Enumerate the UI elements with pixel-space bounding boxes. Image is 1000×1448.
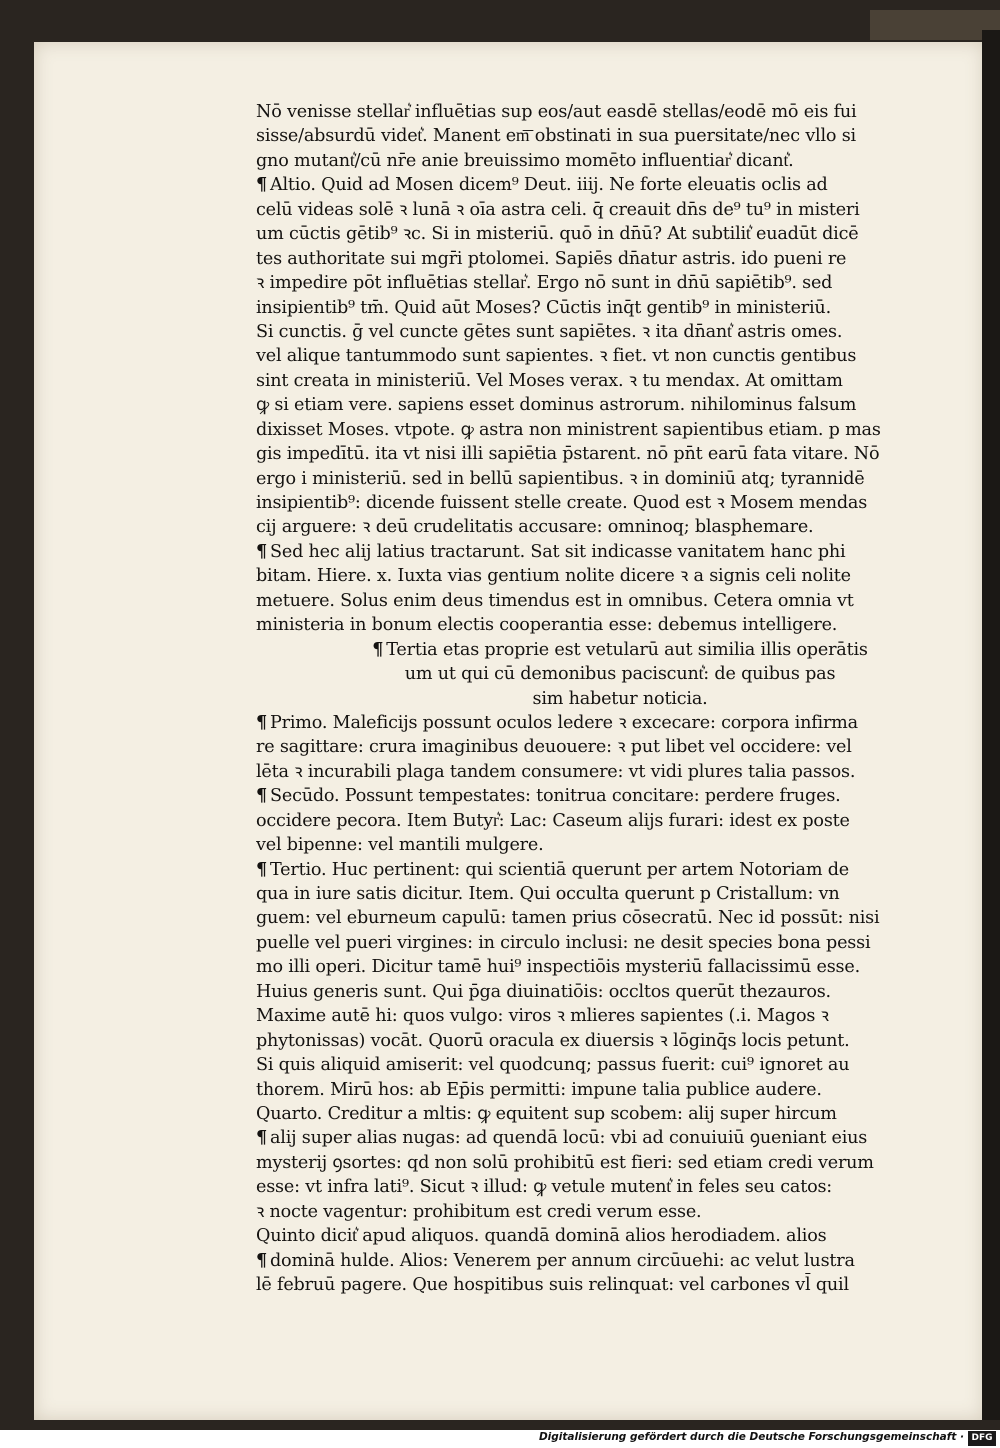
text-line-content: Maxime autē hi: quos vulgo: viros ꝛ mlieres sapientes (.i. Magos ꝛ bbox=[256, 1006, 829, 1027]
text-line-content: occidere pecora. Item Butyr͛: Lac: Caseum alijs furari: idest ex poste bbox=[256, 810, 850, 831]
text-line bbox=[256, 1224, 984, 1248]
text-line-content: tes authoritate sui mgr̄i ptolomei. Sapiēs dn̄atur astris. ido pueni re bbox=[256, 248, 847, 269]
text-line bbox=[256, 613, 984, 637]
text-line bbox=[256, 515, 984, 539]
text-line bbox=[256, 784, 984, 808]
text-line-content: Nō venisse stellar͛ influētias sup eos/aut easdē stellas/eodē mō eis fui bbox=[256, 102, 857, 122]
text-line bbox=[256, 320, 984, 344]
text-line-content: qua in iure satis dicitur. Item. Qui occulta querunt p Cristallum: vn bbox=[256, 884, 840, 904]
text-line-content: mo illi operi. Dicitur tamē hui⁹ inspectiōis mysteriū fallacissimū esse. bbox=[256, 957, 860, 978]
text-line-content: gno mutant͛/cū nr̄e anie breuissimo momēto influentiar͛ dicant͛. bbox=[256, 150, 794, 171]
text-line-content: Altio. Quid ad Mosen dicem⁹ Deut. iiij. Ne forte eleuatis oclis ad bbox=[270, 175, 828, 196]
text-line-content: ministeria in bonum electis cooperantia esse: debemus intelligere. bbox=[256, 615, 838, 636]
text-line-content: thorem. Mirū hos: ab Ep̄is permitti: impune talia publice audere. bbox=[256, 1079, 822, 1100]
footer-credit: Digitalisierung gefördert durch die Deutsche Forschungsgemeinschaft · bbox=[538, 1431, 964, 1443]
text-line bbox=[256, 858, 984, 882]
text-line bbox=[256, 1151, 984, 1175]
text-line-content: lē februū pagere. Que hospitibus suis relinquat: vel carbones vl̄ quil bbox=[256, 1275, 849, 1295]
paragraph-mark: ¶ bbox=[256, 174, 267, 196]
text-line bbox=[256, 418, 984, 442]
text-line-content: mysterij ꝯsortes: qd non solū prohibitū est fieri: sed etiam credi verum bbox=[256, 1152, 874, 1173]
text-line bbox=[256, 198, 984, 222]
binding-edge-top bbox=[870, 10, 1000, 40]
text-line bbox=[256, 931, 984, 955]
text-line bbox=[256, 442, 984, 466]
text-line-content: lēta ꝛ incurabili plaga tandem consumere: vt vidi plures talia passos. bbox=[256, 761, 856, 782]
text-line-content: sisse/absurdū videt͛. Manent em͞ obstinati in sua puersitate/nec vllo si bbox=[256, 126, 856, 147]
text-line bbox=[256, 100, 984, 124]
text-line bbox=[256, 980, 984, 1004]
text-line-content: Tertio. Huc pertinent: qui scientiā querunt per artem Notoriam de bbox=[270, 859, 849, 880]
text-line-content: ꝙ si etiam vere. sapiens esset dominus astrorum. nihilominus falsum bbox=[256, 395, 857, 416]
text-line-content: ꝛ impedire pōt influētias stellar͛. Ergo nō sunt in dn̄ū sapiētib⁹. sed bbox=[256, 273, 833, 294]
text-line-content: Si cunctis. ḡ vel cuncte gētes sunt sapiētes. ꝛ ita dn̄ant͛ astris omes. bbox=[256, 321, 843, 342]
text-line-content: dominā hulde. Alios: Venerem per annum circūuehi: ac velut lustra bbox=[270, 1250, 855, 1271]
text-line-content: vel bipenne: vel mantili mulgere. bbox=[256, 835, 544, 856]
text-line-content: um cūctis gētib⁹ ꝛc. Si in misteriū. quō in dn̄ū? At subtilit͛ euadūt dicē bbox=[256, 224, 859, 245]
text-line-content: insipientib⁹ tm̄. Quid aūt Moses? Cūctis inq̄t gentib⁹ in ministeriū. bbox=[256, 297, 831, 318]
text-line-content: gis impedītū. ita vt nisi illi sapiētia p̄starent. nō pn̄t earū fata vitare. Nō bbox=[256, 444, 880, 465]
paragraph-mark: ¶ bbox=[256, 1127, 267, 1149]
text-line-content: Tertia etas proprie est vetularū aut similia illis operātis bbox=[386, 639, 868, 660]
text-line-content: Primo. Maleficijs possunt oculos ledere ꝛ excecare: corpora infirma bbox=[270, 712, 858, 733]
text-line bbox=[256, 1029, 984, 1053]
text-line-content: celū videas solē ꝛ lunā ꝛ oīa astra celi. q̄ creauit dn̄s de⁹ tu⁹ in misteri bbox=[256, 199, 860, 220]
footer-bar bbox=[0, 1430, 1000, 1448]
text-line bbox=[256, 564, 984, 588]
text-line-content: dixisset Moses. vtpote. ꝙ astra non ministrent sapientibus etiam. p mas bbox=[256, 419, 881, 440]
text-line bbox=[256, 467, 984, 491]
text-line bbox=[256, 393, 984, 417]
text-line-content: ꝛ nocte vagentur: prohibitum est credi verum esse. bbox=[256, 1201, 702, 1222]
text-line-content: Huius generis sunt. Qui p̄ga diuinatiōis: occltos querūt thezauros. bbox=[256, 981, 831, 1002]
text-line bbox=[256, 247, 984, 271]
text-line bbox=[256, 1249, 984, 1273]
paragraph-mark: ¶ bbox=[256, 711, 267, 733]
text-line bbox=[256, 1273, 984, 1297]
text-line-content: Quinto dicit͛ apud aliquos. quandā dominā alios herodiadem. alios bbox=[256, 1226, 827, 1247]
text-line bbox=[256, 687, 984, 711]
text-line bbox=[256, 344, 984, 368]
text-line bbox=[256, 662, 984, 686]
text-line bbox=[256, 222, 984, 246]
text-line bbox=[256, 589, 984, 613]
text-line-content: esse: vt infra lati⁹. Sicut ꝛ illud: ꝙ vetule mutent͛ in feles seu catos: bbox=[256, 1177, 833, 1198]
text-line bbox=[256, 955, 984, 979]
text-line-content: metuere. Solus enim deus timendus est in omnibus. Cetera omnia vt bbox=[256, 590, 854, 611]
text-line bbox=[256, 173, 984, 197]
text-line bbox=[256, 882, 984, 906]
paragraph-mark: ¶ bbox=[256, 785, 267, 807]
text-line-content: phytonissas) vocāt. Quorū oracula ex diuersis ꝛ lōginq̄s locis petunt. bbox=[256, 1030, 850, 1051]
text-line bbox=[256, 124, 984, 148]
text-line-content: re sagittare: crura imaginibus deuouere: ꝛ put libet vel occidere: vel bbox=[256, 737, 852, 758]
text-line-content: bitam. Hiere. x. Iuxta vias gentium nolite dicere ꝛ a signis celi nolite bbox=[256, 566, 851, 587]
text-line-content: puelle vel pueri virgines: in circulo inclusi: ne desit species bona pessi bbox=[256, 932, 871, 953]
text-line bbox=[256, 1004, 984, 1028]
text-line bbox=[256, 735, 984, 759]
paragraph-mark: ¶ bbox=[256, 858, 267, 880]
text-line-content: insipientib⁹: dicende fuissent stelle create. Quod est ꝛ Mosem mendas bbox=[256, 493, 868, 513]
text-line-content: cij arguere: ꝛ deū crudelitatis accusare: omninoq; blasphemare. bbox=[256, 517, 814, 538]
text-line bbox=[256, 1078, 984, 1102]
text-line bbox=[256, 1175, 984, 1199]
text-line bbox=[256, 833, 984, 857]
text-line bbox=[256, 809, 984, 833]
dfg-logo: DFG bbox=[968, 1431, 996, 1446]
text-line bbox=[256, 271, 984, 295]
text-line-content: sint creata in ministeriū. Vel Moses verax. ꝛ tu mendax. At omittam bbox=[256, 370, 843, 391]
paragraph-mark: ¶ bbox=[256, 1249, 267, 1271]
text-line-content: sim habetur noticia. bbox=[532, 688, 708, 709]
text-line bbox=[256, 369, 984, 393]
text-line-content: ergo i ministeriū. sed in bellū sapientibus. ꝛ in dominiū atq; tyrannidē bbox=[256, 468, 865, 489]
text-line-content: Si quis aliquid amiserit: vel quodcunq; passus fuerit: cui⁹ ignoret au bbox=[256, 1055, 850, 1076]
text-line bbox=[256, 1053, 984, 1077]
text-line-content: Secūdo. Possunt tempestates: tonitrua concitare: perdere fruges. bbox=[270, 786, 841, 807]
text-line bbox=[256, 149, 984, 173]
text-line-content: guem: vel eburneum capulū: tamen prius cōsecratū. Nec id possūt: nisi bbox=[256, 908, 880, 929]
text-line bbox=[256, 1102, 984, 1126]
text-line-content: Sed hec alij latius tractarunt. Sat sit indicasse vanitatem hanc phi bbox=[270, 541, 846, 562]
text-line bbox=[256, 540, 984, 564]
text-line bbox=[256, 638, 984, 662]
text-line-content: alij super alias nugas: ad quendā locū: vbi ad conuiuiū ꝯueniant eius bbox=[270, 1128, 868, 1149]
text-line-content: Quarto. Creditur a mltis: ꝙ equitent sup scobem: alij super hircum bbox=[256, 1103, 837, 1124]
paragraph-mark: ¶ bbox=[372, 638, 384, 660]
text-line bbox=[256, 491, 984, 515]
text-line bbox=[256, 296, 984, 320]
text-line bbox=[256, 1126, 984, 1150]
page-edge-right bbox=[982, 30, 1000, 1420]
text-line-content: vel alique tantummodo sunt sapientes. ꝛ fiet. vt non cunctis gentibus bbox=[256, 346, 857, 367]
body-text bbox=[256, 100, 984, 1297]
text-line bbox=[256, 906, 984, 930]
text-line-content: um ut qui cū demonibus paciscunt͛: de quibus pas bbox=[404, 664, 836, 685]
paragraph-mark: ¶ bbox=[256, 540, 267, 562]
text-line bbox=[256, 1200, 984, 1224]
text-line bbox=[256, 760, 984, 784]
text-line bbox=[256, 711, 984, 735]
